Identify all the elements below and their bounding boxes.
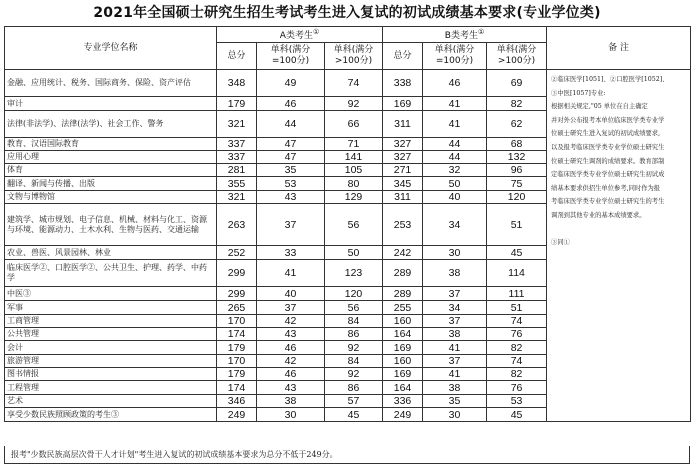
zone-a-single100-value: 46 — [257, 97, 325, 111]
zone-b-total-value: 253 — [383, 204, 423, 246]
zone-a-singlegt100-value: 92 — [325, 97, 383, 111]
zone-b-single100-value: 32 — [423, 164, 487, 177]
zone-b-single100-header: 单科(满分=100分) — [423, 43, 487, 70]
zone-b-total-value: 311 — [383, 111, 423, 138]
zone-a-total-value: 346 — [217, 395, 257, 408]
zone-b-singlegt100-value: 45 — [487, 246, 547, 260]
zone-b-singlegt100-value: 62 — [487, 111, 547, 138]
zone-b-total-value: 169 — [383, 368, 423, 381]
zone-a-total-value: 170 — [217, 315, 257, 328]
discipline-name: 图书情报 — [5, 368, 217, 381]
zone-b-single100-value: 30 — [423, 408, 487, 422]
zone-b-single100-value: 34 — [423, 204, 487, 246]
zone-a-singlegt100-value: 92 — [325, 368, 383, 381]
zone-a-single100-value: 53 — [257, 177, 325, 191]
discipline-name: 享受少数民族照顾政策的考生③ — [5, 408, 217, 422]
zone-b-single100-value: 50 — [423, 177, 487, 191]
discipline-name: 应用心理 — [5, 151, 217, 164]
zone-b-total-value: 327 — [383, 138, 423, 151]
zone-a-single100-value: 44 — [257, 111, 325, 138]
zone-a-total-value: 249 — [217, 408, 257, 422]
zone-a-single100-value: 41 — [257, 260, 325, 287]
note-line: ③中医[1057]专业: — [551, 89, 606, 97]
zone-b-single100-value: 37 — [423, 287, 487, 301]
zone-a-singlegt100-value: 123 — [325, 260, 383, 287]
zone-a-total-value: 299 — [217, 260, 257, 287]
zone-a-single100-value: 40 — [257, 287, 325, 301]
zone-b-single100-value: 46 — [423, 70, 487, 97]
zone-b-single100-value: 38 — [423, 328, 487, 341]
zone-a-total-value: 321 — [217, 111, 257, 138]
zone-b-single100-value: 37 — [423, 315, 487, 328]
zone-b-single100-value: 34 — [423, 301, 487, 315]
note-line: 定临床医学类专业学位硕士研究生初试成 — [551, 171, 665, 179]
zone-b-single100-value: 40 — [423, 191, 487, 204]
discipline-name: 审计 — [5, 97, 217, 111]
zone-a-singlegt100-value: 120 — [325, 287, 383, 301]
zone-b-total-value: 345 — [383, 177, 423, 191]
zone-a-total-value: 265 — [217, 301, 257, 315]
zone-a-header — [217, 27, 383, 43]
score-requirements-table — [4, 26, 691, 422]
zone-b-singlegt100-value: 68 — [487, 138, 547, 151]
zone-a-note-mark: ① — [312, 28, 320, 36]
zone-a-singlegt100-value: 86 — [325, 328, 383, 341]
zone-a-single100-value: 49 — [257, 70, 325, 97]
discipline-name: 文物与博物馆 — [5, 191, 217, 204]
zone-b-total-value: 289 — [383, 287, 423, 301]
note-line: ③同① — [551, 239, 570, 247]
discipline-name: 公共管理 — [5, 328, 217, 341]
zone-a-total-value: 299 — [217, 287, 257, 301]
zone-b-single100-value: 35 — [423, 395, 487, 408]
discipline-name: 会计 — [5, 341, 217, 355]
discipline-name: 建筑学、城市规划、电子信息、机械、材料与化工、资源与环境、能源动力、土木水利、生物与医药、交通运输 — [5, 204, 217, 246]
zone-a-total-value: 174 — [217, 328, 257, 341]
zone-b-total-value: 249 — [383, 408, 423, 422]
discipline-name: 农业、兽医、风景园林、林业 — [5, 246, 217, 260]
note-line: 位硕士研究生调剂的成绩要求。教育部制 — [551, 157, 665, 165]
zone-a-total-value: 281 — [217, 164, 257, 177]
zone-b-singlegt100-value: 82 — [487, 97, 547, 111]
zone-a-single100-value: 37 — [257, 301, 325, 315]
discipline-header: 专业学位名称 — [5, 27, 217, 70]
zone-a-singlegt100-value: 45 — [325, 408, 383, 422]
zone-a-total-header: 总分 — [217, 43, 257, 70]
zone-a-single100-value: 46 — [257, 368, 325, 381]
zone-a-singlegt100-value: 92 — [325, 341, 383, 355]
zone-a-single100-value: 35 — [257, 164, 325, 177]
discipline-name: 教育、汉语国际教育 — [5, 138, 217, 151]
discipline-name: 旅游管理 — [5, 355, 217, 368]
zone-a-singlegt100-value: 129 — [325, 191, 383, 204]
zone-b-total-value: 242 — [383, 246, 423, 260]
zone-b-total-value: 271 — [383, 164, 423, 177]
zone-a-total-value: 170 — [217, 355, 257, 368]
zone-b-singlegt100-value: 114 — [487, 260, 547, 287]
discipline-name: 中医③ — [5, 287, 217, 301]
zone-a-total-value: 179 — [217, 97, 257, 111]
zone-b-single100-value: 38 — [423, 260, 487, 287]
zone-b-singlegt100-value: 75 — [487, 177, 547, 191]
zone-a-single100-value: 38 — [257, 395, 325, 408]
zone-a-single100-value: 43 — [257, 191, 325, 204]
zone-a-total-value: 348 — [217, 70, 257, 97]
zone-b-single100-value: 38 — [423, 381, 487, 395]
zone-b-total-value: 336 — [383, 395, 423, 408]
zone-b-single100-value: 44 — [423, 138, 487, 151]
zone-a-singlegt100-value: 71 — [325, 138, 383, 151]
zone-a-single100-value: 47 — [257, 151, 325, 164]
note-line: ②临床医学[1051]、②口腔医学[1052]、 — [551, 76, 669, 83]
discipline-name: 金融、应用统计、税务、国际商务、保险、资产评估 — [5, 70, 217, 97]
discipline-name: 翻译、新闻与传播、出版 — [5, 177, 217, 191]
zone-a-singlegt100-header: 单科(满分>100分) — [325, 43, 383, 70]
zone-b-single100-value: 44 — [423, 151, 487, 164]
zone-a-singlegt100-value: 86 — [325, 381, 383, 395]
zone-a-total-value: 337 — [217, 138, 257, 151]
notes-cell — [547, 70, 691, 422]
zone-b-header — [383, 27, 547, 43]
zone-a-total-value: 321 — [217, 191, 257, 204]
zone-b-singlegt100-value: 69 — [487, 70, 547, 97]
zone-a-singlegt100-value: 105 — [325, 164, 383, 177]
zone-a-total-value: 174 — [217, 381, 257, 395]
zone-b-singlegt100-value: 45 — [487, 408, 547, 422]
zone-a-label: A类考生 — [279, 31, 313, 41]
zone-a-single100-value: 43 — [257, 381, 325, 395]
note-line: 位硕士研究生进入复试的初试成绩要求, — [551, 130, 661, 138]
zone-a-single100-value: 43 — [257, 328, 325, 341]
zone-b-singlegt100-value: 76 — [487, 328, 547, 341]
zone-b-single100-value: 37 — [423, 355, 487, 368]
zone-a-total-value: 263 — [217, 204, 257, 246]
zone-b-label: B类考生 — [444, 31, 478, 41]
zone-b-total-value: 169 — [383, 97, 423, 111]
zone-b-total-value: 169 — [383, 341, 423, 355]
zone-b-total-value: 160 — [383, 355, 423, 368]
zone-b-total-value: 311 — [383, 191, 423, 204]
note-line: 根据相关规定,"05 单位在自主确定 — [551, 103, 648, 111]
zone-b-singlegt100-value: 96 — [487, 164, 547, 177]
zone-b-single100-value: 41 — [423, 97, 487, 111]
zone-b-total-value: 160 — [383, 315, 423, 328]
zone-a-single100-value: 30 — [257, 408, 325, 422]
zone-a-total-value: 337 — [217, 151, 257, 164]
notes-header: 备 注 — [547, 27, 691, 70]
zone-a-singlegt100-value: 141 — [325, 151, 383, 164]
zone-a-singlegt100-value: 57 — [325, 395, 383, 408]
note-line: 绩基本要求供招生单位参考,同时作为报 — [551, 184, 661, 192]
zone-a-singlegt100-value: 50 — [325, 246, 383, 260]
discipline-name: 临床医学②、口腔医学②、公共卫生、护理、药学、中药学 — [5, 260, 217, 287]
discipline-name: 艺术 — [5, 395, 217, 408]
zone-a-single100-value: 42 — [257, 355, 325, 368]
zone-b-singlegt100-value: 51 — [487, 301, 547, 315]
zone-b-single100-value: 30 — [423, 246, 487, 260]
zone-b-singlegt100-value: 53 — [487, 395, 547, 408]
discipline-name: 工商管理 — [5, 315, 217, 328]
zone-b-single100-value: 41 — [423, 368, 487, 381]
discipline-name: 军事 — [5, 301, 217, 315]
zone-a-total-value: 179 — [217, 341, 257, 355]
discipline-name: 法律(非法学)、法律(法学)、社会工作、警务 — [5, 111, 217, 138]
zone-b-total-value: 289 — [383, 260, 423, 287]
zone-b-total-value: 338 — [383, 70, 423, 97]
table-row — [5, 70, 691, 97]
zone-b-singlegt100-value: 111 — [487, 287, 547, 301]
zone-a-single100-value: 42 — [257, 315, 325, 328]
zone-b-singlegt100-value: 82 — [487, 341, 547, 355]
discipline-name: 体育 — [5, 164, 217, 177]
note-line: 以及报考临床医学类专业学位硕士研究生 — [551, 143, 665, 151]
zone-b-total-header: 总分 — [383, 43, 423, 70]
zone-b-total-value: 327 — [383, 151, 423, 164]
zone-a-single100-value: 33 — [257, 246, 325, 260]
zone-b-singlegt100-value: 51 — [487, 204, 547, 246]
zone-a-total-value: 355 — [217, 177, 257, 191]
zone-b-singlegt100-value: 74 — [487, 355, 547, 368]
zone-b-single100-value: 41 — [423, 111, 487, 138]
zone-a-single100-value: 47 — [257, 138, 325, 151]
zone-a-total-value: 252 — [217, 246, 257, 260]
discipline-name: 工程管理 — [5, 381, 217, 395]
zone-b-singlegt100-value: 74 — [487, 315, 547, 328]
zone-b-singlegt100-value: 76 — [487, 381, 547, 395]
document-title: 2021年全国硕士研究生招生考试考生进入复试的初试成绩基本要求(专业学位类) — [93, 5, 601, 21]
zone-a-singlegt100-value: 56 — [325, 301, 383, 315]
zone-b-singlegt100-value: 82 — [487, 368, 547, 381]
zone-b-total-value: 255 — [383, 301, 423, 315]
note-line: 调剂到其他专业的基本成绩要求。 — [551, 211, 646, 219]
zone-b-singlegt100-header: 单科(满分>100分) — [487, 43, 547, 70]
zone-a-single100-header: 单科(满分=100分) — [257, 43, 325, 70]
note-line: 并对外公布报考本单位临床医学类专业学 — [551, 116, 665, 124]
footnote: 报考"少数民族高层次骨干人才计划"考生进入复试的初试成绩基本要求为总分不低于249分。 — [4, 446, 690, 464]
zone-b-note-mark: ① — [477, 28, 485, 36]
note-line: 考临床医学类专业学位硕士研究生的考生 — [551, 198, 665, 206]
zone-b-singlegt100-value: 132 — [487, 151, 547, 164]
zone-b-single100-value: 41 — [423, 341, 487, 355]
zone-b-singlegt100-value: 120 — [487, 191, 547, 204]
zone-b-total-value: 164 — [383, 381, 423, 395]
zone-a-singlegt100-value: 84 — [325, 315, 383, 328]
zone-a-singlegt100-value: 66 — [325, 111, 383, 138]
zone-a-singlegt100-value: 56 — [325, 204, 383, 246]
zone-a-singlegt100-value: 74 — [325, 70, 383, 97]
zone-b-total-value: 164 — [383, 328, 423, 341]
zone-a-total-value: 179 — [217, 368, 257, 381]
zone-a-singlegt100-value: 80 — [325, 177, 383, 191]
zone-a-single100-value: 46 — [257, 341, 325, 355]
zone-a-single100-value: 37 — [257, 204, 325, 246]
note-line — [551, 223, 686, 237]
zone-a-singlegt100-value: 84 — [325, 355, 383, 368]
